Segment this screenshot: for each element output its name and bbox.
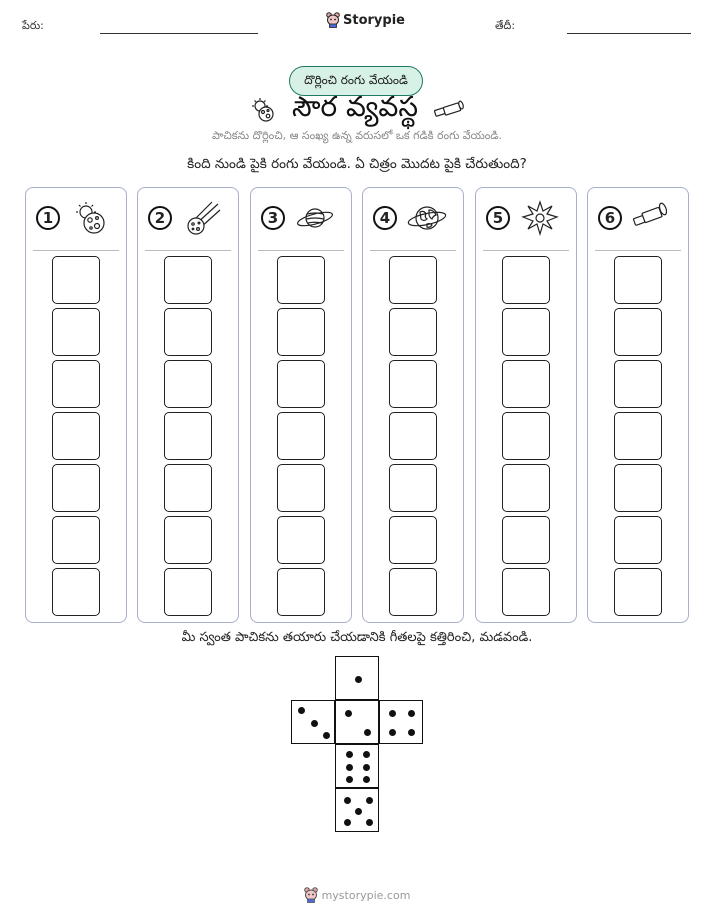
color-box[interactable] <box>389 516 437 564</box>
color-box[interactable] <box>614 256 662 304</box>
color-box[interactable] <box>164 412 212 460</box>
color-box[interactable] <box>389 412 437 460</box>
comet-icon <box>182 200 222 236</box>
color-box[interactable] <box>502 256 550 304</box>
footer-site: mystorypie.com <box>321 888 411 902</box>
column-number: 4 <box>373 206 397 230</box>
color-box[interactable] <box>389 464 437 512</box>
die-face-3 <box>291 700 335 744</box>
color-box[interactable] <box>52 464 100 512</box>
die-pip <box>366 819 373 826</box>
die-pip <box>311 720 318 727</box>
color-box[interactable] <box>614 464 662 512</box>
saturn-icon <box>295 200 335 236</box>
color-box[interactable] <box>502 308 550 356</box>
date-line[interactable] <box>567 33 691 34</box>
color-box[interactable] <box>277 360 325 408</box>
color-box[interactable] <box>277 464 325 512</box>
column-number: 6 <box>598 206 622 230</box>
die-pip <box>346 764 353 771</box>
instruction: కింది నుండి పైకి రంగు వేయండి. ఏ చిత్రం మొదట పైకి చేరుతుంది? <box>187 156 527 172</box>
die-pip <box>344 797 351 804</box>
color-box[interactable] <box>164 256 212 304</box>
color-box[interactable] <box>502 516 550 564</box>
column-header <box>476 202 576 238</box>
color-box[interactable] <box>277 308 325 356</box>
telescope-title-icon <box>432 100 466 120</box>
page-title: సౌర వ్యవస్థ <box>292 90 418 123</box>
name-label: పేరు: <box>22 19 44 32</box>
color-box[interactable] <box>164 568 212 616</box>
color-box[interactable] <box>502 568 550 616</box>
column-header <box>363 202 463 238</box>
sun-and-moon-icon <box>70 200 110 236</box>
roll-and-color-tag: దొర్లించి రంగు వేయండి <box>289 66 423 96</box>
storypie-logo <box>326 12 405 28</box>
color-box[interactable] <box>277 256 325 304</box>
column-divider <box>370 250 456 251</box>
title-row <box>0 90 714 130</box>
color-box[interactable] <box>389 360 437 408</box>
cut-instruction: మీ స్వంత పాచికను తయారు చేయడానికి గీతలపై కత్తిరించి, మడవండి. <box>181 630 533 645</box>
column-divider <box>258 250 344 251</box>
color-box[interactable] <box>164 308 212 356</box>
die-pip <box>345 710 352 717</box>
column-2 <box>137 187 239 623</box>
brand-name: Storypie <box>343 12 405 28</box>
die-pip <box>355 808 362 815</box>
die-pip <box>389 729 396 736</box>
name-line[interactable] <box>100 33 258 34</box>
die-pip <box>323 732 330 739</box>
die-pip <box>344 819 351 826</box>
column-header <box>26 202 126 238</box>
die-pip <box>408 729 415 736</box>
color-box[interactable] <box>502 412 550 460</box>
earth-icon <box>407 200 447 236</box>
color-box[interactable] <box>52 568 100 616</box>
column-divider <box>145 250 231 251</box>
color-box[interactable] <box>502 360 550 408</box>
die-pip <box>366 797 373 804</box>
color-box[interactable] <box>614 516 662 564</box>
column-6 <box>587 187 689 623</box>
column-1 <box>25 187 127 623</box>
color-box[interactable] <box>52 516 100 564</box>
die-pip <box>346 751 353 758</box>
column-5 <box>475 187 577 623</box>
die-face-5 <box>335 788 379 832</box>
color-box[interactable] <box>52 412 100 460</box>
bear-footer-icon <box>304 887 318 903</box>
die-pip <box>363 776 370 783</box>
column-divider <box>595 250 681 251</box>
column-number: 3 <box>261 206 285 230</box>
telescope-icon <box>632 200 672 236</box>
color-box[interactable] <box>614 308 662 356</box>
die-pip <box>408 710 415 717</box>
color-box[interactable] <box>389 568 437 616</box>
bear-logo-icon <box>326 12 340 28</box>
color-box[interactable] <box>614 360 662 408</box>
column-3 <box>250 187 352 623</box>
column-header <box>251 202 351 238</box>
die-face-6 <box>335 744 379 788</box>
color-box[interactable] <box>614 412 662 460</box>
column-divider <box>33 250 119 251</box>
die-pip <box>298 707 305 714</box>
column-number: 2 <box>148 206 172 230</box>
column-header <box>588 202 688 238</box>
die-pip <box>363 751 370 758</box>
column-number: 5 <box>486 206 510 230</box>
column-4 <box>362 187 464 623</box>
color-box[interactable] <box>164 516 212 564</box>
column-divider <box>483 250 569 251</box>
die-face-2 <box>335 700 379 744</box>
color-box[interactable] <box>277 516 325 564</box>
die-pip <box>355 676 362 683</box>
color-box[interactable] <box>614 568 662 616</box>
column-header <box>138 202 238 238</box>
color-box[interactable] <box>389 256 437 304</box>
color-box[interactable] <box>389 308 437 356</box>
die-pip <box>346 776 353 783</box>
color-box[interactable] <box>164 464 212 512</box>
color-box[interactable] <box>52 360 100 408</box>
die-face-4 <box>379 700 423 744</box>
die-pip <box>363 764 370 771</box>
color-box[interactable] <box>502 464 550 512</box>
color-box[interactable] <box>52 308 100 356</box>
star-icon <box>520 200 560 236</box>
color-box[interactable] <box>52 256 100 304</box>
date-label: తేదీ: <box>495 19 516 32</box>
subtitle: పాచికను దొర్లించి, ఆ సంఖ్య ఉన్న వరుసలో ఒక గడికి రంగు వేయండి. <box>212 129 502 142</box>
color-box[interactable] <box>277 568 325 616</box>
footer <box>0 887 714 903</box>
die-face-1 <box>335 656 379 700</box>
column-number: 1 <box>36 206 60 230</box>
color-box[interactable] <box>277 412 325 460</box>
color-box[interactable] <box>164 360 212 408</box>
die-pip <box>389 710 396 717</box>
sun-moon-icon <box>248 97 278 123</box>
die-pip <box>364 729 371 736</box>
